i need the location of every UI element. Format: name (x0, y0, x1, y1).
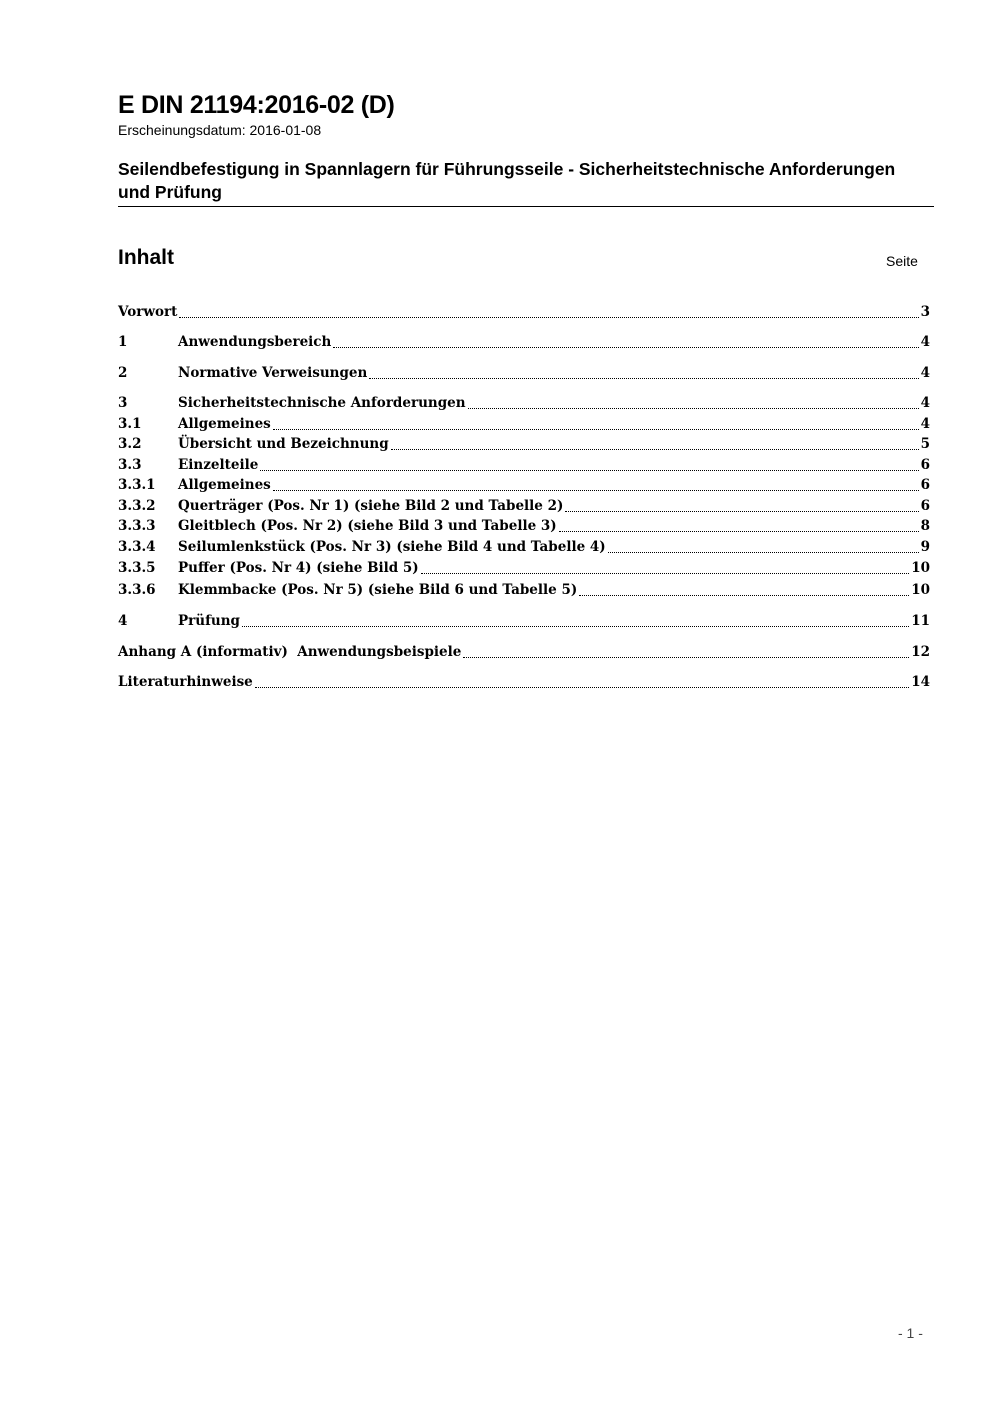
toc-entry-page: 3 (920, 304, 930, 320)
toc-leader-dots (468, 407, 919, 409)
toc-entry-text: Literaturhinweise (118, 674, 253, 690)
toc-entry-literaturhinweise[interactable] (118, 673, 930, 692)
toc-leader-dots (421, 572, 910, 574)
toc-entry-text: Puffer (Pos. Nr 4) (siehe Bild 5) (178, 560, 419, 576)
toc-entry-page: 8 (920, 518, 930, 534)
toc-leader-dots (391, 448, 919, 450)
toc-entry-page: 4 (920, 395, 930, 411)
toc-entry-page: 12 (911, 644, 930, 660)
toc-entry-3-3[interactable] (118, 456, 930, 475)
toc-entry-vorwort[interactable] (118, 303, 930, 322)
toc-leader-dots (369, 377, 918, 379)
page-number: - 1 - (898, 1325, 923, 1341)
toc-leader-dots (255, 686, 909, 688)
toc-entry-text: Allgemeines (178, 416, 271, 432)
toc-entry-number: 1 (118, 334, 128, 350)
toc-entry-1[interactable] (118, 333, 930, 352)
toc-entry-page: 6 (920, 498, 930, 514)
toc-entry-page: 9 (920, 539, 930, 555)
document-id: E DIN 21194:2016-02 (D) (118, 91, 395, 119)
document-title: Seilendbefestigung in Spannlagern für Führungsseile - Sicherheitstechnische Anforderungen und Prüfung (118, 159, 896, 202)
toc-entry-text: Seilumlenkstück (Pos. Nr 3) (siehe Bild 4 und Tabelle 4) (178, 539, 606, 555)
toc-entry-text: Prüfung (178, 613, 240, 629)
toc-entry-2[interactable] (118, 364, 930, 383)
toc-entry-page: 4 (920, 416, 930, 432)
toc-entry-page: 4 (920, 334, 930, 350)
toc-entry-number: 3.3.2 (118, 498, 156, 514)
toc-leader-dots (273, 428, 919, 430)
toc-entry-number: 3.3.4 (118, 539, 156, 555)
toc-entry-page: 11 (911, 613, 930, 629)
toc-entry-text: Querträger (Pos. Nr 1) (siehe Bild 2 und Tabelle 2) (178, 498, 564, 514)
toc-entry-3-3-5[interactable] (118, 559, 930, 578)
toc-entry-number: 3.1 (118, 416, 142, 432)
toc-leader-dots (463, 656, 909, 658)
toc-leader-dots (260, 469, 918, 471)
toc-entry-page: 14 (911, 674, 930, 690)
toc-entry-page: 4 (920, 365, 930, 381)
toc-entry-page: 5 (920, 436, 930, 452)
toc-entry-text: Übersicht und Bezeichnung (178, 436, 389, 452)
toc-entry-number: 3.2 (118, 436, 142, 452)
toc-entry-3-1[interactable] (118, 415, 930, 434)
toc-entry-anhang-a[interactable] (118, 643, 930, 662)
toc-entry-3[interactable] (118, 394, 930, 413)
toc-entry-text: Vorwort (118, 304, 178, 320)
toc-entry-text: Anwendungsbereich (178, 334, 332, 350)
toc-entry-number: 3.3.3 (118, 518, 156, 534)
toc-leader-dots (333, 346, 918, 348)
toc-entry-page: 10 (911, 560, 930, 576)
toc-leader-dots (273, 489, 919, 491)
toc-entry-text: Anhang A (informativ) Anwendungsbeispiele (118, 644, 462, 660)
toc-entry-4[interactable] (118, 612, 930, 631)
toc-entry-text: Allgemeines (178, 477, 271, 493)
toc-leader-dots (179, 316, 918, 318)
toc-heading: Inhalt (118, 246, 174, 269)
toc-leader-dots (579, 594, 909, 596)
toc-entry-number: 3.3.6 (118, 582, 156, 598)
toc-entry-text: Gleitblech (Pos. Nr 2) (siehe Bild 3 und Tabelle 3) (178, 518, 557, 534)
toc-entry-number: 3.3.5 (118, 560, 156, 576)
toc-entry-3-3-2[interactable] (118, 497, 930, 516)
toc-entry-number: 4 (118, 613, 128, 629)
toc-leader-dots (608, 551, 919, 553)
toc-leader-dots (565, 510, 918, 512)
toc-entry-number: 3.3 (118, 457, 142, 473)
toc-entry-number: 3 (118, 395, 128, 411)
toc-entry-text: Einzelteile (178, 457, 259, 473)
toc-entry-3-3-3[interactable] (118, 517, 930, 536)
toc-page-column-label: Seite (886, 253, 918, 269)
toc-leader-dots (559, 530, 919, 532)
toc-entry-text: Normative Verweisungen (178, 365, 368, 381)
toc-entry-3-3-4[interactable] (118, 538, 930, 557)
toc-entry-3-3-1[interactable] (118, 476, 930, 495)
toc-leader-dots (242, 625, 909, 627)
toc-entry-page: 10 (911, 582, 930, 598)
toc-entry-page: 6 (920, 457, 930, 473)
publication-date: Erscheinungsdatum: 2016-01-08 (118, 122, 322, 138)
toc-entry-text: Sicherheitstechnische Anforderungen (178, 395, 466, 411)
toc-entry-3-2[interactable] (118, 435, 930, 454)
toc-entry-text: Klemmbacke (Pos. Nr 5) (siehe Bild 6 und Tabelle 5) (178, 582, 578, 598)
toc-entry-page: 6 (920, 477, 930, 493)
toc-entry-number: 3.3.1 (118, 477, 156, 493)
toc-entry-3-3-6[interactable] (118, 581, 930, 600)
title-divider (118, 206, 934, 207)
toc-entry-number: 2 (118, 365, 128, 381)
